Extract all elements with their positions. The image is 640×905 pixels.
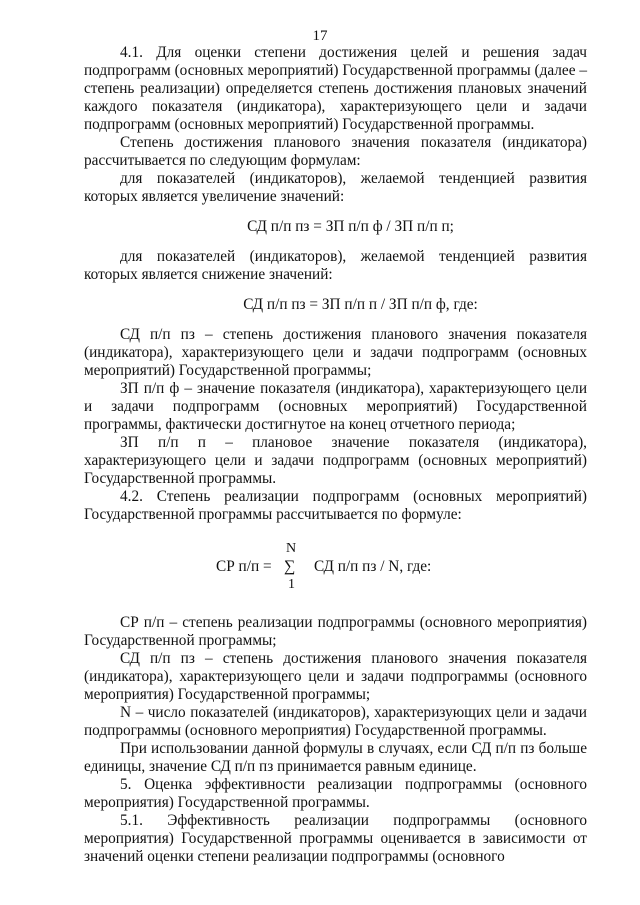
paragraph-increase-case: для показателей (индикаторов), желаемой тенденцией развития которых является увеличение значений: (84, 170, 587, 205)
sum-lower-limit: 1 (288, 577, 295, 592)
formula-increase: СД п/п пз = ЗП п/п ф / ЗП п/п п; (247, 218, 454, 235)
document-body (84, 44, 587, 866)
definition-zp-plan: ЗП п/п п – плановое значение показателя (индикатора), характеризующего цели и задачи подпрограмм (основных мероприятий) Государственной программы. (84, 434, 587, 487)
paragraph-degree-intro: Степень достижения планового значения показателя (индикатора) рассчитывается по следующим формулам: (84, 134, 587, 169)
sum-formula-lhs: СР п/п = (216, 558, 272, 575)
formula-sum (84, 540, 587, 594)
sum-upper-limit: N (286, 541, 297, 556)
definition-sr: СР п/п – степень реализации подпрограммы (основного мероприятия) Государственной программы; (84, 614, 587, 649)
page-number: 17 (312, 28, 328, 44)
paragraph-5-1: 5.1. Эффективность реализации подпрограммы (основного мероприятия) Государственной программы оценивается в зависимости от значений оценки степени реализации подпрограммы (основного (84, 812, 587, 865)
section-5-heading: 5. Оценка эффективности реализации подпрограммы (основного мероприятия) Государственной программы. (84, 776, 587, 811)
paragraph-decrease-case: для показателей (индикаторов), желаемой тенденцией развития которых является снижение значений: (84, 248, 587, 283)
paragraph-cap-rule: При использовании данной формулы в случаях, если СД п/п пз больше единицы, значение СД п/п пз принимается равным единице. (84, 740, 587, 775)
definition-zp-fact: ЗП п/п ф – значение показателя (индикатора), характеризующего цели и задачи подпрограмм (основных мероприятий) Государственной программы, фактически достигнутое на конец отчетного периода; (84, 380, 587, 433)
paragraph-4-2: 4.2. Степень реализации подпрограмм (основных мероприятий) Государственной программы рассчитывается по формуле: (84, 488, 587, 523)
definition-sd-2: СД п/п пз – степень достижения планового значения показателя (индикатора), характеризующего цели и задачи подпрограммы (основного мероприятия) Государственной программы; (84, 650, 587, 703)
formula-decrease: СД п/п пз = ЗП п/п п / ЗП п/п ф, где: (243, 296, 478, 313)
paragraph-4-1: 4.1. Для оценки степени достижения целей и решения задач подпрограмм (основных мероприятий) Государственной программы (далее – степень реализации) определяется степень достижения плановых значений каждого показателя (индикатора), характеризующего цели и задачи подпрограмм (основных мероприятий) Государственной программы. (84, 44, 587, 133)
sum-formula-rhs: СД п/п пз / N, где: (314, 558, 432, 575)
definition-n: N – число показателей (индикаторов), характеризующих цели и задачи подпрограммы (основного мероприятия) Государственной программы. (84, 704, 587, 739)
definition-sd: СД п/п пз – степень достижения планового значения показателя (индикатора), характеризующего цели и задачи подпрограмм (основных мероприятий) Государственной программы; (84, 326, 587, 379)
sigma-symbol: ∑ (284, 558, 296, 575)
